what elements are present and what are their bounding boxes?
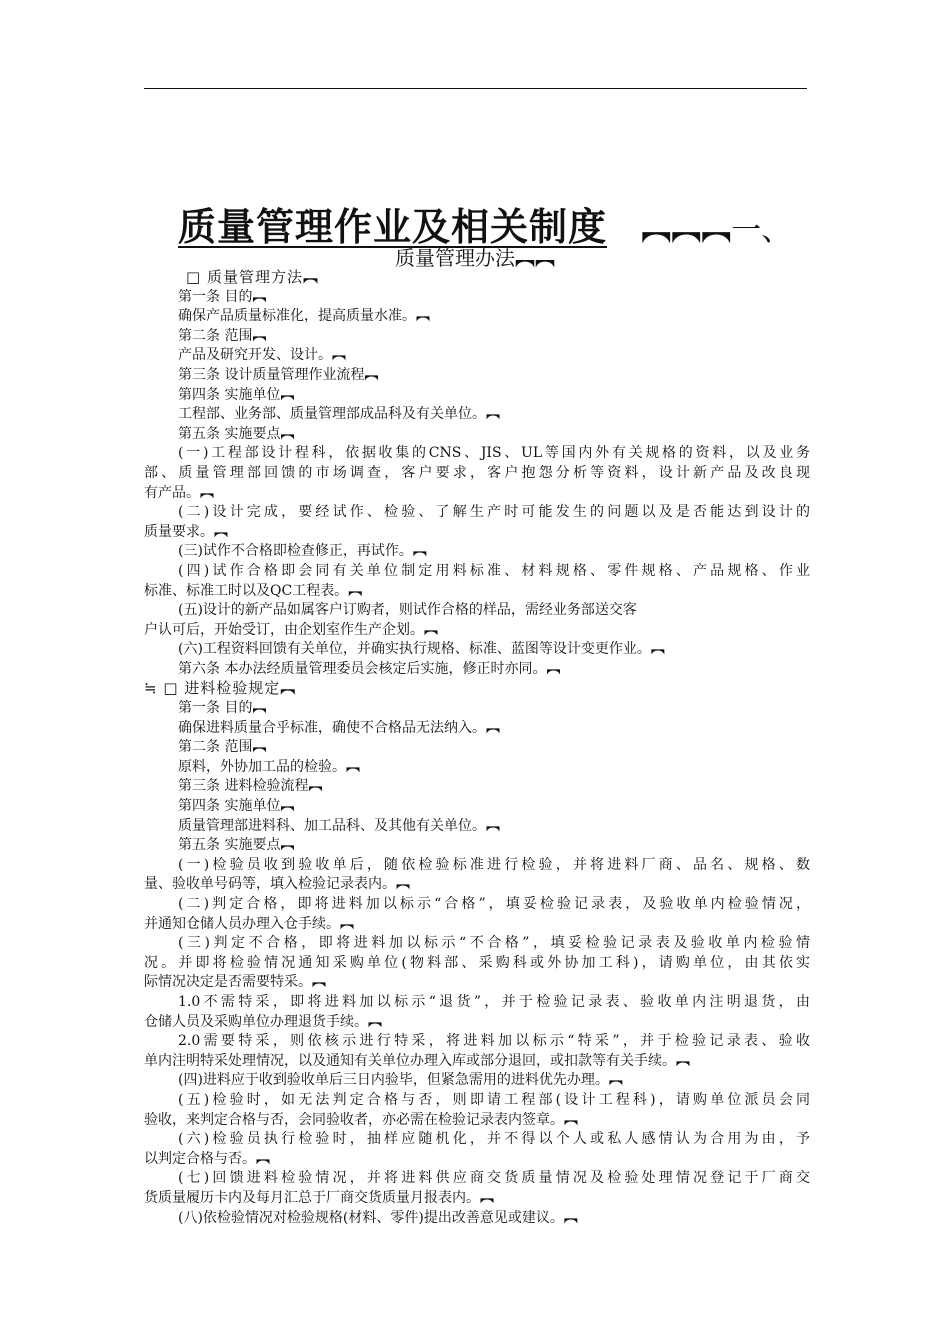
- paragraph-line: (六)工程资料回馈有关单位，并确实执行规格、标准、蓝图等设计变更作业。︻: [178, 641, 665, 658]
- article-line: 第四条 实施单位︻: [178, 798, 295, 815]
- article-line: 第一条 目的︻: [178, 288, 267, 305]
- paragraph-line: (七)回馈进料检验情况，并将进料供应商交货质量情况及检验处理情况登记于厂商交: [178, 1170, 810, 1187]
- header-rule: [144, 88, 807, 89]
- paragraph-line: 有产品。︻: [144, 484, 214, 501]
- paragraph-line: (三)判定不合格，即将进料加以标示“不合格”，填妥检验记录表及验收单内检验情: [178, 935, 810, 952]
- article-line: 第四条 实施单位︻: [178, 386, 295, 403]
- paragraph-line: 质量要求。︻: [144, 523, 228, 540]
- paragraph-line: 际情况决定是否需要特采。︻: [144, 974, 326, 991]
- article-line: 第五条 实施要点︻: [178, 837, 295, 854]
- article-line: 第三条 设计质量管理作业流程︻: [178, 366, 379, 383]
- paragraph-line: 量、验收单号码等，填入检验记录表内。︻: [144, 876, 410, 893]
- document-body: [144, 268, 810, 1228]
- paragraph-line: (二)判定合格，即将进料加以标示“合格”，填妥检验记录表，及验收单内检验情况，: [178, 896, 810, 912]
- paragraph-line: (六)检验员执行检验时，抽样应随机化，并不得以个人或私人感情认为合用为由，予: [178, 1131, 810, 1148]
- article-line: 质量管理部进料科、加工品科、及其他有关单位。︻: [178, 817, 500, 834]
- article-line: 确保产品质量标准化，提高质量水准。︻: [178, 308, 430, 325]
- article-line: 第三条 进料检验流程︻: [178, 778, 323, 795]
- paragraph-line: 货质量履历卡内及每月汇总于厂商交货质量月报表内。︻: [144, 1189, 494, 1206]
- paragraph-line: 单内注明特采处理情况，以及通知有关单位办理入库或部分退回，或扣款等有关手续。︻: [144, 1052, 690, 1069]
- article-line: 第六条 本办法经质量管理委员会核定后实施，修正时亦同。︻: [178, 660, 561, 677]
- title-marks: ︻︻︻一、: [641, 213, 792, 248]
- section-heading-quality-methods: □ 质量管理方法︻: [186, 268, 319, 286]
- document-subtitle: 质量管理办法︻︻: [395, 246, 555, 270]
- article-line: 原料，外协加工品的检验。︻: [178, 758, 360, 775]
- document-title-text: 质量管理作业及相关制度: [178, 205, 608, 249]
- article-line: 第二条 范围︻: [178, 739, 267, 756]
- paragraph-line: 部、质量管理部回馈的市场调查，客户要求，客户抱怨分析等资料，设计新产品及改良现: [144, 464, 810, 481]
- paragraph-line: 况。并即将检验情况通知采购单位(物料部、采购科或外协加工科)，请购单位，由其依实: [144, 954, 810, 971]
- paragraph-line: (四)试作合格即会同有关单位制定用料标准、材料规格、零件规格、产品规格、作业: [178, 562, 810, 579]
- paragraph-line: (八)依检验情况对检验规格(材料、零件)提出改善意见或建议。︻: [178, 1209, 578, 1226]
- paragraph-line: 户认可后，开始受订，由企划室作生产企划。︻: [144, 621, 438, 638]
- article-line: 第二条 范围︻: [178, 327, 267, 344]
- section-heading-incoming-inspection: ≒ □ 进料检验规定︻: [144, 679, 297, 698]
- paragraph-line: (四)进料应于收到验收单后三日内验毕，但紧急需用的进料优先办理。︻: [178, 1072, 623, 1089]
- paragraph-line: (二)设计完成，要经试作、检验、了解生产时可能发生的问题以及是否能达到设计的: [178, 504, 810, 521]
- paragraph-line: 2.0需要特采，则依核示进行特采，将进料加以标示“特采”，并于检验记录表、验收: [178, 1033, 810, 1050]
- article-line: 第五条 实施要点︻: [178, 425, 295, 442]
- paragraph-line: (一)检验员收到验收单后，随依检验标准进行检验，并将进料厂商、品名、规格、数: [178, 856, 810, 873]
- paragraph-line: 标准、标准工时以及QC工程表。︻: [144, 582, 363, 599]
- paragraph-line: 以判定合格与否。︻: [144, 1150, 270, 1167]
- paragraph-line: 1.0不需特采，即将进料加以标示“退货”，并于检验记录表、验收单内注明退货，由: [178, 993, 810, 1010]
- article-line: 工程部、业务部、质量管理部成品科及有关单位。︻: [178, 406, 500, 423]
- paragraph-line: 并通知仓储人员办理入仓手续。︻: [144, 915, 354, 932]
- article-line: 产品及研究开发、设计。︻: [178, 347, 346, 364]
- paragraph-line: (五)设计的新产品如属客户订购者，则试作合格的样品，需经业务部送交客: [178, 602, 637, 619]
- paragraph-line: (五)检验时，如无法判定合格与否，则即请工程部(设计工程科)，请购单位派员会同: [178, 1091, 810, 1108]
- paragraph-line: 仓储人员及采购单位办理退货手续。︻: [144, 1013, 382, 1030]
- paragraph-line: 验收，来判定合格与否，会同验收者，亦必需在检验记录表内签章。︻: [144, 1111, 578, 1128]
- article-line: 第一条 目的︻: [178, 700, 267, 717]
- paragraph-line: (三)试作不合格即检查修正，再试作。︻: [178, 543, 427, 560]
- paragraph-line: (一)工程部设计程科，依据收集的CNS、JIS、UL等国内外有关规格的资料，以及业务: [178, 445, 810, 462]
- article-line: 确保进料质量合乎标准，确使不合格品无法纳入。︻: [178, 719, 500, 736]
